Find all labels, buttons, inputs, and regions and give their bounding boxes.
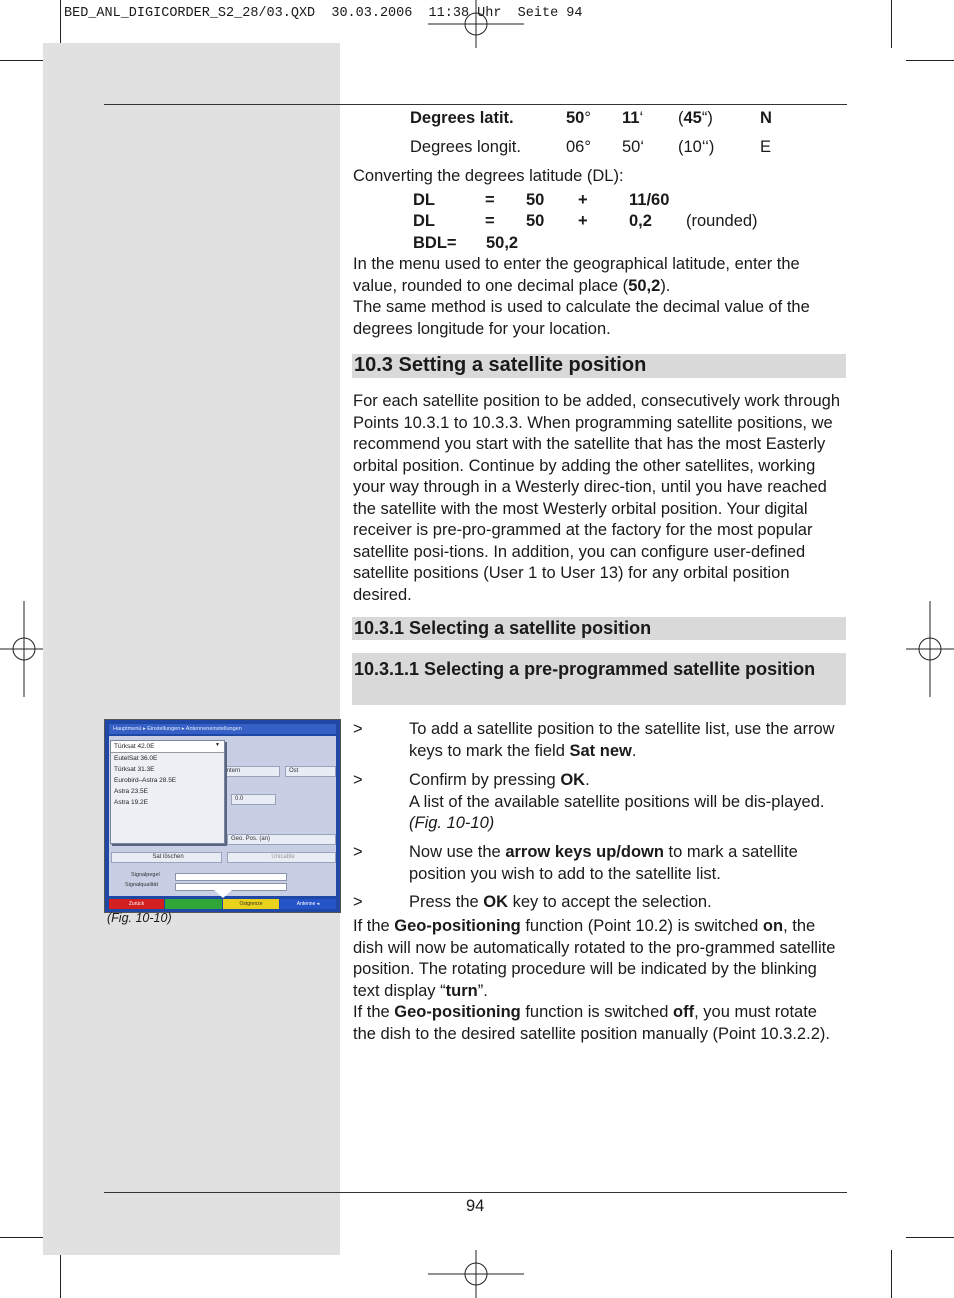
- scroll-down-icon: [214, 890, 232, 898]
- position-field: 0.0: [231, 794, 276, 805]
- margin-column: [43, 43, 340, 1255]
- red-button[interactable]: Zurück: [109, 899, 164, 909]
- satellite-option[interactable]: Türksat 42.0E: [111, 741, 224, 753]
- latitude-direction: N: [760, 109, 772, 127]
- unicable-field: Unicable: [227, 852, 336, 863]
- longitude-seconds: (10‘‘): [678, 138, 715, 156]
- print-slug: BED_ANL_DIGICORDER_S2_28/03.QXD 30.03.2006 11:38 Uhr Seite 94: [64, 6, 583, 21]
- crop-mark: [60, 1250, 61, 1298]
- registration-mark-icon: [428, 1250, 524, 1298]
- section-heading-10-3-1: 10.3.1 Selecting a satellite position: [354, 618, 652, 638]
- latitude-minutes: 11‘: [622, 109, 644, 127]
- satellite-dropdown[interactable]: [110, 740, 225, 844]
- chevron-down-icon: ▼: [215, 742, 220, 748]
- satellite-intro-paragraph: For each satellite position to be added, consecutively work through Points 10.3.1 to 10.3.3. When programming satellite positions, we recommend you start with the satellite that has the most Easterly orbital position. Continue by adding the other satellites, working your way through in a Westerly direc-tion, until you have reached the satellite with the most Westerly orbital position. Your digital receiver is pre-pro-grammed at the factory for the most popular satellite posi-tions. In addition, you can configure user-defined satellite positions (User 1 to User 13) for any orbital position desired.: [353, 392, 841, 604]
- satellite-option[interactable]: EutelSat 36.0E: [114, 755, 158, 762]
- crop-mark: [906, 60, 954, 61]
- crop-mark: [891, 1250, 892, 1298]
- registration-mark-icon: [428, 0, 524, 50]
- formula-row-2: DL = 50 + 0,2 (rounded): [413, 212, 758, 230]
- section-heading-10-3-1-1: 10.3.1.1 Selecting a pre-programmed satellite position: [354, 659, 816, 679]
- section-heading-10-3: 10.3 Setting a satellite position: [354, 354, 647, 376]
- yellow-button[interactable]: Ostgrenze: [223, 899, 279, 909]
- longitude-direction: E: [760, 138, 772, 156]
- formula-row-1: DL = 50 + 11/60: [413, 191, 670, 209]
- formula-row-3: BDL= 50,2: [413, 234, 519, 252]
- sat-delete-field: Sat löschen: [111, 852, 222, 863]
- blue-button[interactable]: Antenne ◂: [280, 899, 336, 909]
- longitude-degrees: 06°: [566, 138, 591, 156]
- direction-field: Ost: [285, 766, 336, 777]
- crop-mark: [0, 1237, 48, 1238]
- latitude-paragraph: In the menu used to enter the geographical latitude, enter the value, rounded to one decimal place (50,2). The same method is used to calculate the decimal value of the degrees longitude for your location.: [353, 255, 810, 338]
- latitude-degrees: 50°: [566, 109, 591, 127]
- signal-level-label: Signalpegel: [131, 872, 160, 878]
- signal-level-bar: [175, 873, 287, 881]
- green-button[interactable]: [165, 899, 222, 909]
- satellite-option[interactable]: Türksat 31.3E: [114, 766, 155, 773]
- latitude-label: Degrees latit.: [410, 109, 514, 127]
- crop-mark: [60, 0, 61, 48]
- geo-on-paragraph: If the Geo-positioning function (Point 10.2) is switched on, the dish will now be automatically rotated to the pro-grammed satellite position. The rotating procedure will be indicated by the blinking text display “turn”.: [353, 917, 836, 1000]
- registration-mark-icon: [904, 601, 954, 697]
- satellite-option[interactable]: Astra 23.5E: [114, 788, 148, 795]
- receiver-menu-screenshot: [104, 719, 341, 913]
- latitude-row: [410, 108, 850, 129]
- signal-quality-label: Signalqualität: [125, 882, 159, 888]
- top-rule: [104, 104, 847, 105]
- satellite-option[interactable]: Astra 19.2E: [114, 799, 148, 806]
- step-list: > To add a satellite position to the satellite list, use the arrow keys to mark the field Sat new. > Confirm by pressing OK. A list of the available satellite positions will be dis-played. (Fig. 10-10) > Now use the arrow keys up/down to mark a satellite position you wish to add to the satellite list. > Press the OK key to accept the selection.: [353, 720, 835, 911]
- longitude-row: [410, 137, 850, 158]
- longitude-label: Degrees longit.: [410, 138, 521, 156]
- longitude-minutes: 50‘: [622, 138, 645, 156]
- geo-pos-field: Geo. Pos. (an): [227, 834, 336, 845]
- menu-breadcrumb: Hauptmenü ▸ Einstellungen ▸ Antenneneinstellungen: [109, 724, 336, 734]
- figure-caption: (Fig. 10-10): [107, 911, 172, 925]
- geo-off-paragraph: If the Geo-positioning function is switched off, you must rotate the dish to the desired satellite position manually (Point 10.3.2.2).: [353, 1003, 830, 1043]
- crop-mark: [0, 60, 48, 61]
- conversion-intro: Converting the degrees latitude (DL):: [353, 167, 624, 185]
- crop-mark: [906, 1237, 954, 1238]
- satellite-option[interactable]: Eurobird–Astra 28.5E: [114, 777, 177, 784]
- page-number: 94: [466, 1197, 485, 1215]
- crop-mark: [891, 0, 892, 48]
- mode-field: Intern: [221, 766, 280, 777]
- bottom-rule: [104, 1192, 847, 1193]
- latitude-seconds: (45“): [678, 109, 713, 127]
